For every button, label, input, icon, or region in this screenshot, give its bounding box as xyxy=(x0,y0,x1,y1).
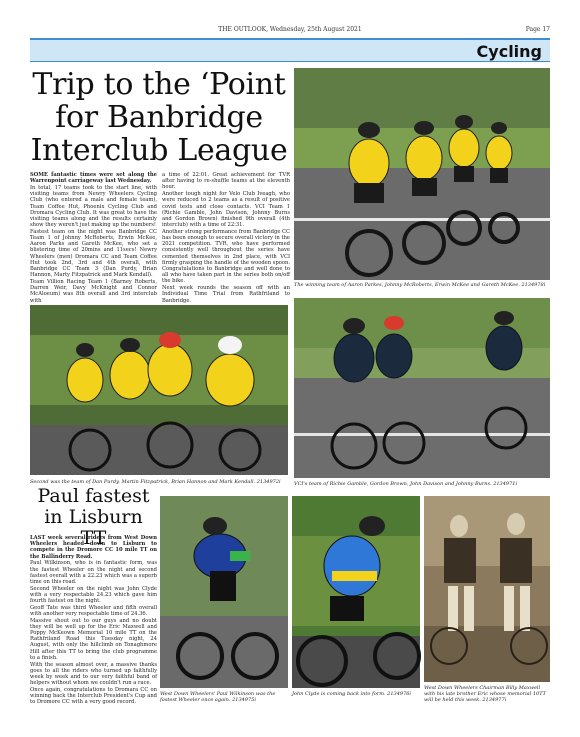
vci-team-photo xyxy=(294,298,550,478)
article-paragraph: Another tough night for Velo Club Iveagh, who were reduced to 2 teams as a result of positive covid tests and close contacts. VCI Team 1 (Richie Gamble, John Davison, Johnny Burns and Gordon Brown) finished 9th overall (4th interclub) with a time of 22:31. xyxy=(162,191,290,229)
headline-line: Paul fastest xyxy=(37,485,150,507)
page-header xyxy=(30,24,550,38)
article-paragraph: LAST week several riders from West Down Wheelers headed down to Lisburn to compete in the Dromore CC 10 mile TT on the Ballinderry Road. xyxy=(30,535,157,560)
billy-caption: West Down Wheelers Chairman Billy Maxwell with his late brother Eric whose memorial 10TT will be held this week. 2134977i xyxy=(424,685,546,703)
article-paragraph: Geoff Tate was third Wheeler and fifth overall with another very respectable time of 24.36. xyxy=(30,604,157,617)
article-column-3 xyxy=(30,535,157,727)
john-caption: John Clyde is coming back into form. 2134976i xyxy=(292,691,412,697)
article-paragraph: Second Wheeler on the night was John Clyde with a very respectable 24.23 which gave him fourth fastest on the night. xyxy=(30,585,157,605)
second-team-photo xyxy=(30,305,288,475)
second-team-caption: Second was the team of Dan Purdy, Martin Fitzpatrick, Brian Hannon and Mark Kendall. 2134972i xyxy=(30,479,281,485)
article-paragraph: a time of 22:01. Great achievement for TVR after having to re-shuffle teams at the eleventh hour. xyxy=(162,172,290,191)
winning-team-photo xyxy=(294,68,550,280)
publication-date: THE OUTLOOK, Wednesday, 25th August 2021 xyxy=(218,26,362,33)
article-column-2 xyxy=(162,172,290,304)
article-paragraph: Team Villion Racing Team 1 (Barney Roberts, Darren Weir, Davy McKnight and Connor McAloeum) was 8th overall and 3rd interclub with xyxy=(30,278,157,304)
vci-team-caption: VCI's team of Richie Gamble, Gordon Brown, John Davison and Johnny Burns. 2134971i xyxy=(294,481,518,487)
paul-photo xyxy=(160,496,288,688)
article-paragraph: In total, 17 teams took to the start line, with visiting teams from Newry Wheelers Cycling Club (who entered a male and female team), Team Coffee Hut, Phoenix Cycling Club and Dromara Cycling Club. It was great to have the visiting teams along and the results certainly show they weren't just making up the numbers! xyxy=(30,184,157,229)
john-photo xyxy=(292,496,420,688)
section-title: Cycling xyxy=(476,42,542,61)
article-paragraph: Fastest team on the night was Banbridge CC Team 1 of Johnny McRoberts, Erwin McKee, Aaron Parks and Gareth McKee, who set a blistering time of 20mins and 11secs! Newry Wheelers (men) Dromara CC and Team Coffee Hut took 2nd, 3rd and 4th overall, with Banbridge CC Team 3 (Dan Purdy, Brian Hannon, Marty Fitzpatrick and Mark Kendall). xyxy=(30,228,157,279)
headline-line: Interclub League xyxy=(30,133,288,168)
article-paragraph: Massive shout out to our guys and no doubt they will be well up for the Eric Maxwell and Poppy McKeown Memorial 10 mile TT on the Rathfriland Road this Tuesday night, 24 August, with only the hillclimb on Tonaghmore Hill after this TT to bring the club programme to a finish. xyxy=(30,617,157,661)
article-paragraph: Next week rounds the season off with an Individual Time Trial from Rathfriland to Banbridge. xyxy=(162,285,290,304)
article-paragraph: Once again, congratulations to Dromara CC on winning back the Interclub President's Cup and to Dromore CC with a very good record. xyxy=(30,686,157,706)
article-column-1 xyxy=(30,172,157,304)
paul-caption: West Down Wheelers' Paul Wilkinson was the fastest Wheeler once again. 2134975i xyxy=(160,691,276,703)
article-paragraph: SOME fantastic times were set along the Warrenpoint carriageway last Wednesday. xyxy=(30,172,157,185)
article-paragraph: With the season almost over, a massive thanks goes to all the riders who turned up faithfully week by week and to our very faithful band of helpers without whom we couldn't run a race. xyxy=(30,661,157,687)
section-bar xyxy=(30,38,550,62)
billy-eric-photo xyxy=(424,496,550,682)
article-paragraph: Another strong performance from Banbridge CC has been enough to secure overall victory in the 2021 competition. TVR, who have performed consistently well throughout the series have cemented themselves in 2nd place, with VCI firmly grasping the handle of the wooden spoon. Congratulations to Banbridge and well done to all who have taken part in the series both on/off the bike. xyxy=(162,228,290,285)
headline-line: for Banbridge xyxy=(55,100,263,135)
winning-team-caption: The winning team of Aaron Parkes, Johnny McRoberts, Erwin McKee and Gareth McKee. 2134978i xyxy=(294,282,546,288)
headline-line: Trip to the ‘Point xyxy=(32,67,286,102)
page-number: Page 17 xyxy=(525,26,550,33)
headline-line: in Lisburn TT xyxy=(44,506,143,549)
main-headline xyxy=(28,68,290,167)
article-paragraph: Paul Wilkinson, who is in fantastic form, was the fastest Wheeler on the night and second fastest overall with a 22.23 which was a superb time on this road. xyxy=(30,560,157,585)
